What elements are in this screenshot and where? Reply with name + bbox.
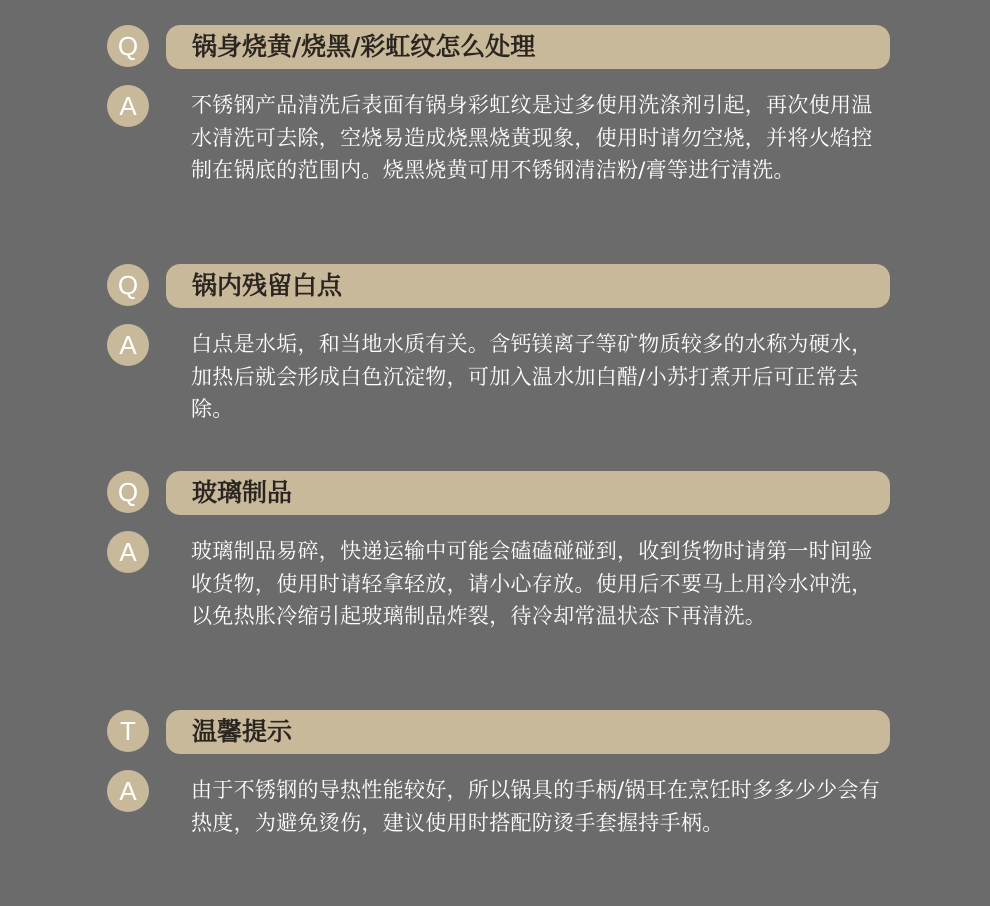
- answer-marker: A: [107, 85, 149, 127]
- answer-text: 白点是水垢，和当地水质有关。含钙镁离子等矿物质较多的水称为硬水，加热后就会形成白色沉淀物，可加入温水加白醋/小苏打煮开后可正常去除。: [191, 332, 873, 421]
- question-marker: Q: [107, 25, 149, 67]
- question-title: 锅内残留白点: [192, 271, 343, 300]
- question-title-bar: [166, 471, 890, 515]
- question-title-bar: [166, 264, 890, 308]
- tip-title: 温馨提示: [192, 717, 293, 746]
- tip-marker: T: [107, 710, 149, 752]
- question-title: 锅身烧黄/烧黑/彩虹纹怎么处理: [192, 32, 536, 61]
- tip-title-bar: [166, 710, 890, 754]
- question-marker: Q: [107, 264, 149, 306]
- answer-text: 玻璃制品易碎，快递运输中可能会磕磕碰碰到，收到货物时请第一时间验收货物，使用时请轻拿轻放，请小心存放。使用后不要马上用冷水冲洗，以免热胀冷缩引起玻璃制品炸裂，待冷却常温状态下再清洗。: [191, 539, 873, 628]
- answer-text: 不锈钢产品清洗后表面有锅身彩虹纹是过多使用洗涤剂引起，再次使用温水清洗可去除，空烧易造成烧黑烧黄现象，使用时请勿空烧，并将火焰控制在锅底的范围内。烧黑烧黄可用不锈钢清洁粉/膏等进行清洗。: [191, 93, 873, 182]
- question-marker: Q: [107, 471, 149, 513]
- answer-text: 由于不锈钢的导热性能较好，所以锅具的手柄/锅耳在烹饪时多多少少会有热度，为避免烫伤，建议使用时搭配防烫手套握持手柄。: [191, 778, 880, 835]
- question-title: 玻璃制品: [192, 478, 293, 507]
- answer-marker: A: [107, 531, 149, 573]
- answer-marker: A: [107, 324, 149, 366]
- question-title-bar: [166, 25, 890, 69]
- answer-marker: A: [107, 770, 149, 812]
